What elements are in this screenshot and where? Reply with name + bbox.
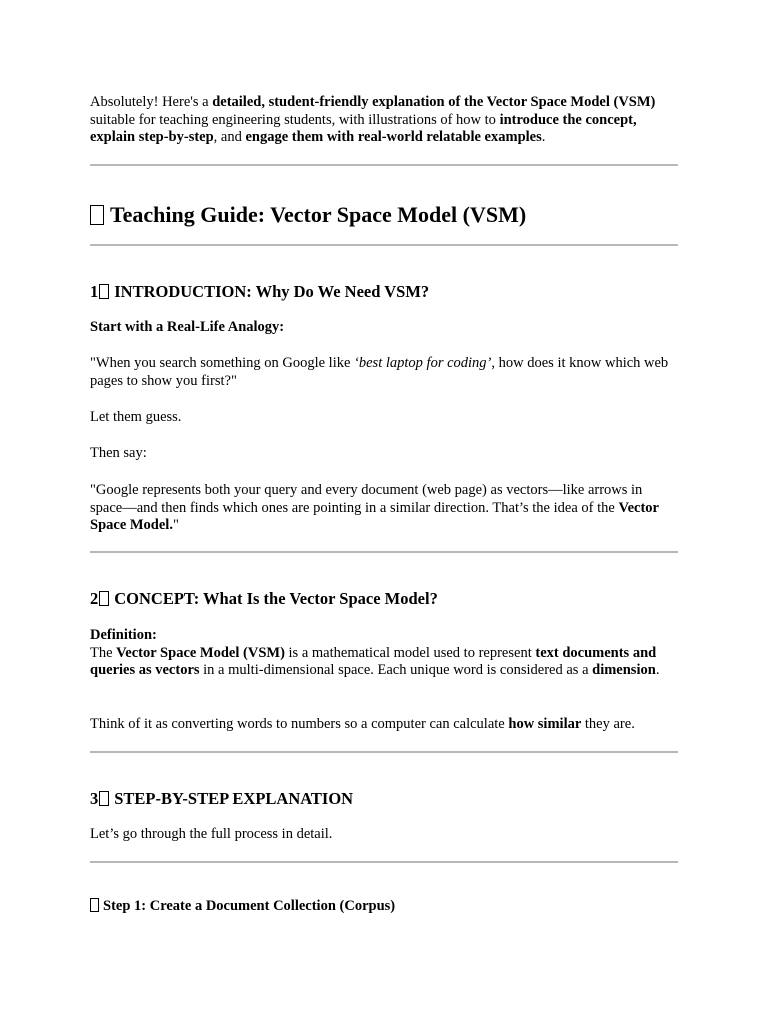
think-bold: how similar: [508, 716, 582, 732]
section-3-number: 3: [90, 789, 99, 808]
analogy-label: [90, 319, 678, 337]
pin-icon: [90, 898, 99, 912]
guess-line: Let them guess.: [90, 409, 182, 425]
definition-text-4: .: [655, 662, 660, 678]
keycap-icon: [99, 284, 109, 299]
analogy-quote: [90, 355, 678, 390]
section-2-heading: [90, 589, 438, 609]
answer-bold: Vector Space Model.: [90, 499, 659, 533]
section-1-heading-text: INTRODUCTION: Why Do We Need VSM?: [114, 282, 430, 301]
think-text-2: they are.: [581, 716, 635, 732]
answer-text-2: ": [172, 517, 179, 533]
analogy-label-text: Start with a Real-Life Analogy:: [90, 319, 285, 335]
quote-text-2: , how does it know which web pages to show you first?": [90, 355, 669, 389]
definition-text-3: in a multi-dimensional space. Each unique word is considered as a: [199, 662, 593, 678]
section-3-lead: Let’s go through the full process in detail.: [90, 826, 333, 842]
think-text-1: Think of it as converting words to numbers so a computer can calculate: [90, 716, 509, 732]
divider-5: [90, 861, 678, 863]
divider-2: [90, 244, 678, 246]
keycap-icon: [99, 591, 109, 606]
definition-bold-3: dimension: [592, 662, 656, 678]
page-title: [90, 202, 526, 228]
definition-bold-1: Vector Space Model (VSM): [116, 644, 285, 661]
section-3-heading: [90, 789, 353, 809]
intro-text-4: .: [541, 129, 546, 145]
definition-text-1: The: [90, 644, 117, 661]
section-1-number: 1: [90, 282, 99, 301]
then-say-line: Then say:: [90, 445, 147, 461]
intro-paragraph: [90, 94, 678, 147]
section-2-heading-text: CONCEPT: What Is the Vector Space Model?: [114, 589, 438, 608]
quote-text-1: "When you search something on Google like: [90, 355, 355, 371]
intro-bold-2: introduce the concept, explain step-by-step: [90, 111, 637, 145]
intro-text-1: Absolutely! Here's a: [90, 94, 213, 110]
definition-paragraph: [90, 627, 678, 680]
section-1-heading: [90, 282, 429, 302]
answer-text-1: "Google represents both your query and every document (web page) as vectors—like arrows in space—and then finds which ones are pointing in a similar direction. That’s the idea of the: [90, 482, 643, 516]
step-1-heading-text: Step 1: Create a Document Collection (Corpus): [103, 898, 396, 914]
divider-1: [90, 164, 678, 166]
answer-paragraph: [90, 482, 678, 535]
definition-label: Definition:: [90, 627, 157, 643]
divider-4: [90, 751, 678, 753]
intro-text-2: suitable for teaching engineering students, with illustrations of how to: [90, 111, 500, 128]
intro-bold-1: detailed, student-friendly explanation of the Vector Space Model (VSM): [212, 94, 656, 110]
definition-bold-2: text documents and queries as vectors: [90, 644, 657, 678]
book-icon: [90, 205, 104, 225]
intro-text-3: , and: [213, 129, 246, 145]
keycap-icon: [99, 791, 109, 806]
divider-3: [90, 551, 678, 553]
intro-bold-3: engage them with real-world relatable examples: [245, 129, 542, 145]
page-title-text: Teaching Guide: Vector Space Model (VSM): [110, 202, 527, 227]
section-2-number: 2: [90, 589, 99, 608]
step-1-heading: [90, 898, 395, 916]
definition-text-2: is a mathematical model used to represent: [284, 644, 536, 661]
section-3-heading-text: STEP-BY-STEP EXPLANATION: [114, 789, 354, 808]
quote-italic: ‘best laptop for coding’: [354, 355, 492, 371]
think-paragraph: [90, 716, 678, 734]
